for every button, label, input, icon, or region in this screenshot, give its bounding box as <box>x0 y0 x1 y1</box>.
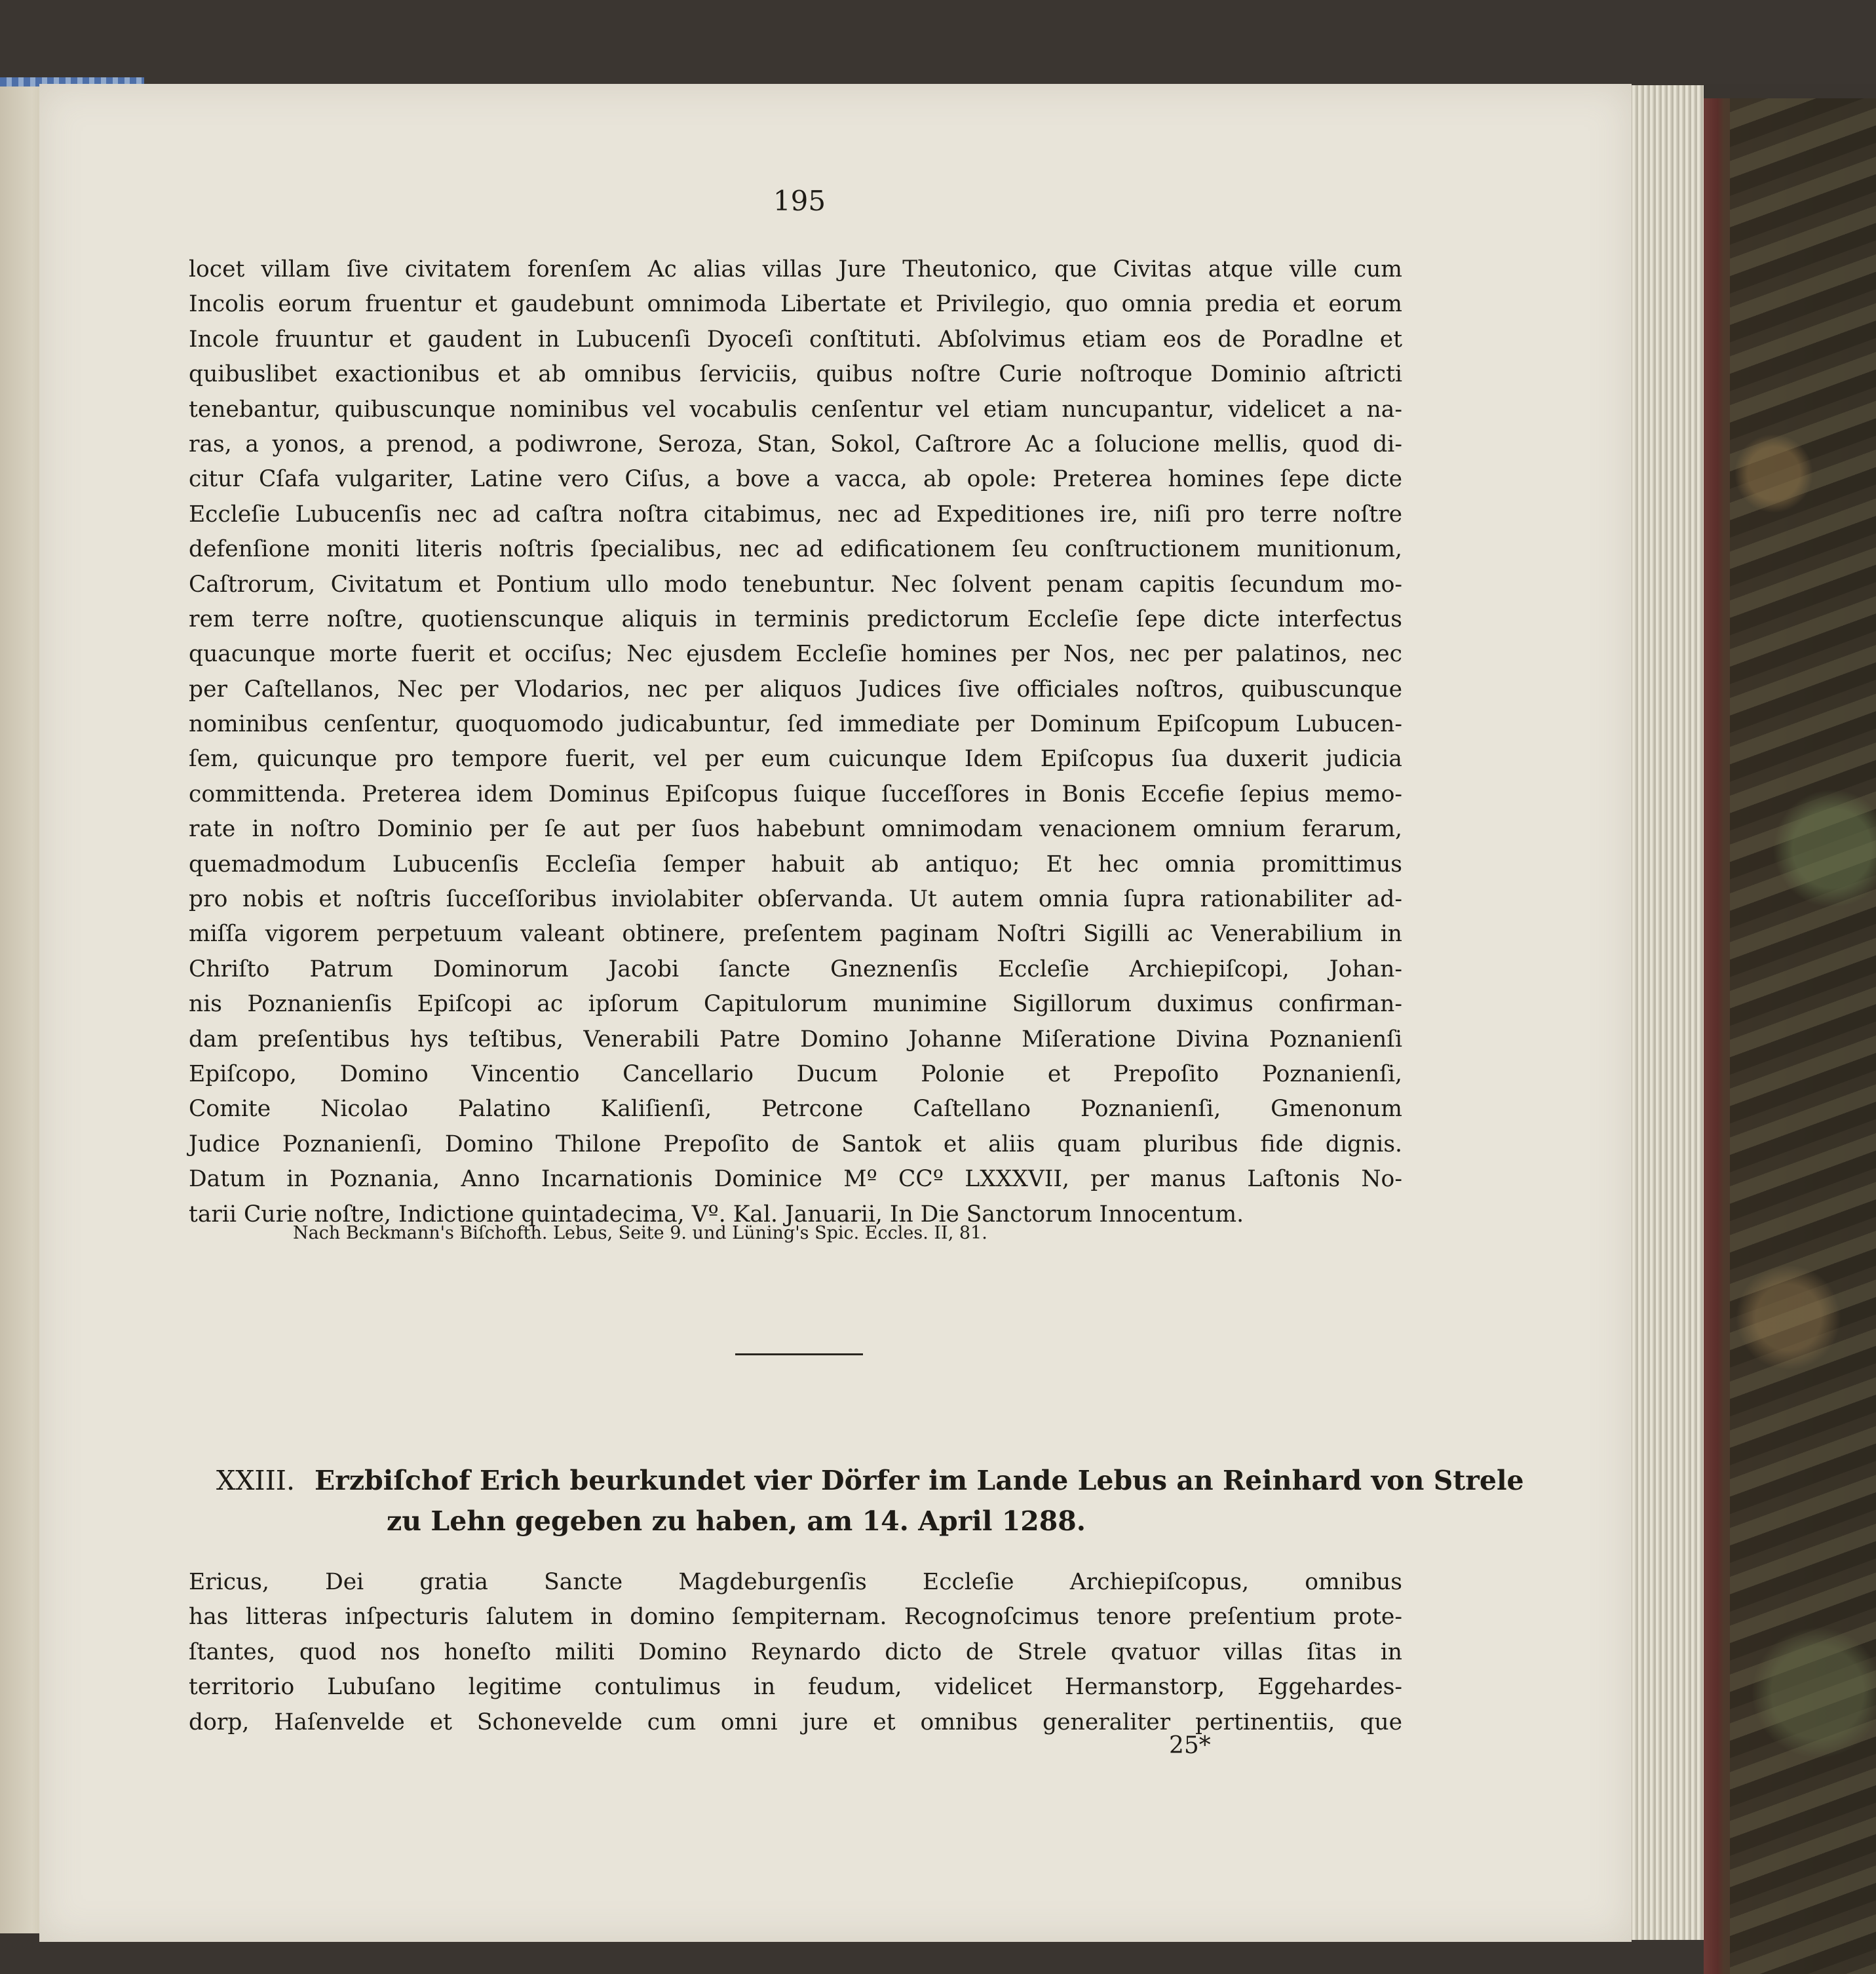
text-line: Ericus, Dei gratia Sancte Magdeburgenſis Eccleſie Archiepiſcopus, omnibus <box>189 1569 1402 1595</box>
text-line: nis Poznanienſis Epiſcopi ac ipſorum Capitulorum munimine Sigillorum duximus confirman- <box>189 991 1402 1018</box>
text-line: pro nobis et noſtris ſucceſſoribus inviolabiter obſervanda. Ut autem omnia ſupra rationabiliter ad- <box>189 886 1402 913</box>
heading-line-1 <box>216 1460 1524 1501</box>
signature-mark: 25* <box>1169 1732 1211 1759</box>
text-line: dam preſentibus hys teſtibus, Venerabili Patre Domino Johanne Miſeratione Divina Poznanienſi <box>189 1026 1402 1053</box>
text-line: ras, a yonos, a prenod, a podiwrone, Seroza, Stan, Sokol, Caſtrore Ac a ſolucione mellis, quod di- <box>189 431 1402 457</box>
document-heading <box>216 1460 1524 1541</box>
text-line: Datum in Poznania, Anno Incarnationis Dominice Mº CCº LXXXVII, per manus Laſtonis No- <box>189 1166 1402 1193</box>
text-line: dorp, Haſenvelde et Schonevelde cum omni jure et omnibus generaliter pertinentiis, que <box>189 1709 1402 1735</box>
text-line: defenſione moniti literis noſtris ſpecialibus, nec ad edificationem ſeu conſtructionem munitionum, <box>189 536 1402 563</box>
text-line: ſem, quicunque pro tempore fuerit, vel per eum cuicunque Idem Epiſcopus ſua duxerit judicia <box>189 746 1402 773</box>
document-number: XXIII. <box>216 1465 295 1496</box>
text-line: miſſa vigorem perpetuum valeant obtinere, preſentem paginam Noſtri Sigilli ac Venerabilium in <box>189 921 1402 948</box>
text-line: has litteras inſpecturis ſalutem in domino ſempiternam. Recognoſcimus tenore preſentium prote- <box>189 1604 1402 1631</box>
source-citation: Nach Beckmann's Biſchofth. Lebus, Seite 9. und Lüning's Spic. Eccles. II, 81. <box>293 1223 987 1243</box>
document-text-block <box>189 1565 1402 1740</box>
text-line: ſtantes, quod nos honeſto militi Domino Reynardo dicto de Strele qvatuor villas ſitas in <box>189 1638 1402 1665</box>
text-line: tarii Curie noſtre, Indictione quintadecima, Vº. Kal. Januarii, In Die Sanctorum Innocentum. <box>189 1201 1244 1228</box>
heading-line-2: zu Lehn gegeben zu haben, am 14. April 1288. <box>387 1505 1086 1537</box>
text-line: territorio Lubuſano legitime contulimus in feudum, videlicet Hermanstorp, Eggehardes- <box>189 1674 1402 1701</box>
text-line: Epiſcopo, Domino Vincentio Cancellario Ducum Polonie et Prepoſito Poznanienſi, <box>189 1060 1402 1087</box>
text-line: quibuslibet exactionibus et ab omnibus ſerviciis, quibus noſtre Curie noſtroque Dominio aſtricti <box>189 361 1402 388</box>
text-line: quemadmodum Lubucenſis Eccleſia ſemper habuit ab antiquo; Et hec omnia promittimus <box>189 851 1402 878</box>
background-top <box>0 0 1876 84</box>
text-line: citur Cſafa vulgariter, Latine vero Ciſus, a bove a vacca, ab opole: Preterea homines ſepe dicte <box>189 466 1402 493</box>
text-line: quacunque morte fuerit et occiſus; Nec ejusdem Eccleſie homines per Nos, nec per palatinos, nec <box>189 641 1402 668</box>
charter-text-block <box>189 252 1402 1232</box>
text-line: tenebantur, quibuscunque nominibus vel vocabulis cenſentur vel etiam nuncupantur, videlicet a na- <box>189 396 1402 423</box>
text-line: committenda. Preterea idem Dominus Epiſcopus ſuique ſucceſſores in Bonis Eccefie ſepius memo- <box>189 781 1402 807</box>
text-line: Incole fruuntur et gaudent in Lubucenſi Dyoceſi conſtituti. Abſolvimus etiam eos de Poradlne et <box>189 326 1402 353</box>
text-line: nominibus cenſentur, quoquomodo judicabuntur, ſed immediate per Dominum Epiſcopum Lubucen- <box>189 711 1402 738</box>
heading-title-1: Erzbiſchof Erich beurkundet vier Dörfer im Lande Lebus an Reinhard von Strele <box>315 1465 1524 1496</box>
page-number: 195 <box>773 185 826 217</box>
text-line: Comite Nicolao Palatino Kaliſienſi, Petrcone Caſtellano Poznanienſi, Gmenonum <box>189 1096 1402 1123</box>
marbled-cover-texture <box>1730 98 1876 1974</box>
text-line: rate in noſtro Dominio per ſe aut per ſuos habebunt omnimodam venacionem omnium ferarum, <box>189 816 1402 843</box>
text-line: Judice Poznanienſi, Domino Thilone Prepoſito de Santok et aliis quam pluribus fide dignis. <box>189 1131 1402 1157</box>
text-line: Chriſto Patrum Dominorum Jacobi ſancte Gneznenſis Eccleſie Archiepiſcopi, Johan- <box>189 956 1402 982</box>
text-line: locet villam ſive civitatem forenſem Ac alias villas Jure Theutonico, que Civitas atque ville cum <box>189 256 1402 282</box>
text-line: Incolis eorum fruentur et gaudebunt omnimoda Libertate et Privilegio, quo omnia predia et eorum <box>189 291 1402 318</box>
text-line: Eccleſie Lubucenſis nec ad caſtra noſtra citabimus, nec ad Expeditiones ire, niſi pro terre noſtre <box>189 501 1402 528</box>
text-line: Caſtrorum, Civitatum et Pontium ullo modo tenebuntur. Nec ſolvent penam capitis ſecundum mo- <box>189 571 1402 598</box>
page-edges <box>1630 85 1704 1940</box>
text-line: per Caſtellanos, Nec per Vlodarios, nec per aliquos Judices ſive officiales noſtros, quibuscunque <box>189 676 1402 703</box>
section-divider <box>735 1353 863 1355</box>
text-line: rem terre noſtre, quotienscunque aliquis in terminis predictorum Eccleſie ſepe dicte interfectus <box>189 606 1402 632</box>
